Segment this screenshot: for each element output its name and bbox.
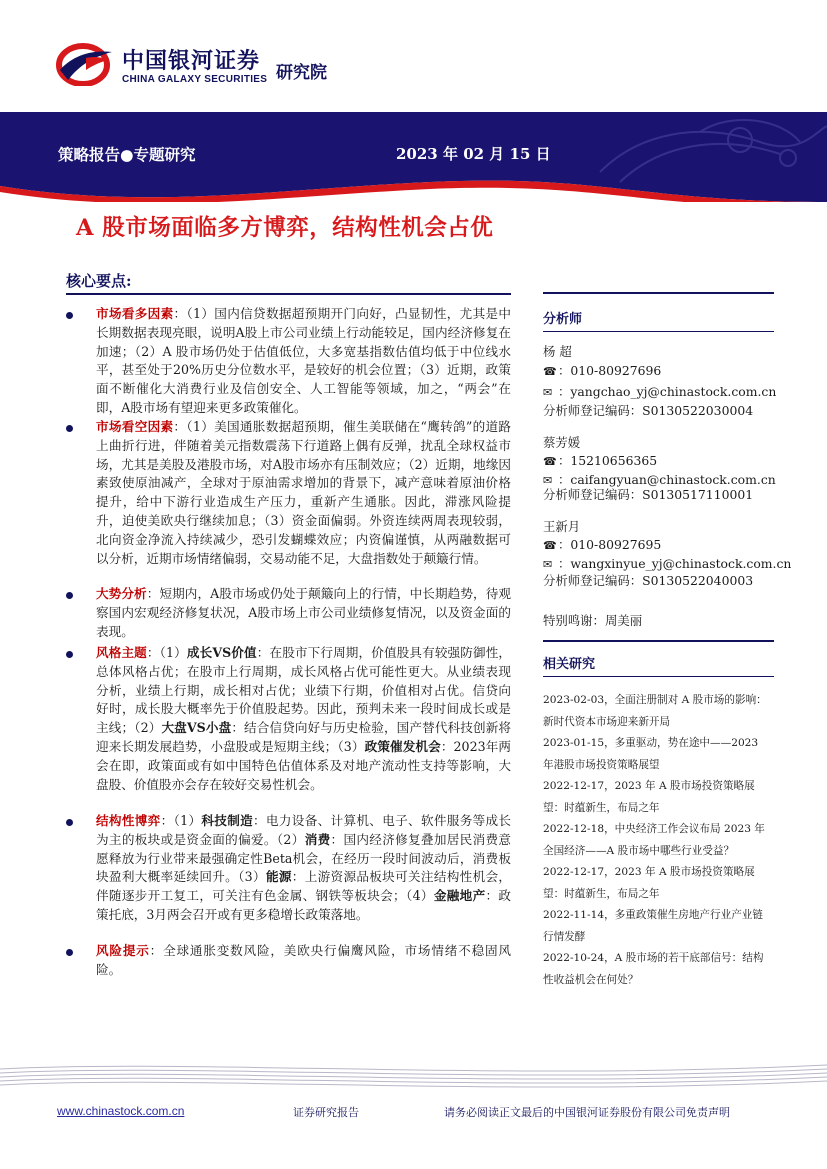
mail-icon: ✉	[543, 474, 553, 487]
analyst-name: 蔡芳媛	[543, 435, 581, 450]
related-item[interactable]: 2022-12-17，2023 年 A 股市场投资策略展望：时蕴新生，布局之年	[543, 866, 755, 900]
divider	[543, 331, 774, 332]
bullet-trend-analysis	[66, 585, 511, 641]
footer-wave-decoration	[0, 1055, 827, 1105]
analyst-phone-value: 010-80927695	[570, 537, 662, 552]
bullet-heading: 风格主题	[96, 645, 147, 660]
phone-icon: ☎	[543, 455, 557, 468]
analyst-email	[543, 383, 776, 403]
bullet-text: （1）	[159, 645, 187, 660]
related-research-heading: 相关研究	[543, 657, 596, 672]
analyst-name: 王新月	[543, 519, 581, 534]
bullet-sep: ：	[146, 645, 160, 660]
analyst-reg-code: 分析师登记编码：S0130522040003	[543, 573, 754, 588]
analyst-reg-code: 分析师登记编码：S0130522030004	[543, 403, 754, 418]
bullet-keyword: 能源	[265, 869, 292, 885]
bullet-text: ：政策托底，3月两会召开或有更多稳增长政策落地。	[96, 888, 512, 922]
bullet-market-bearish	[66, 418, 511, 568]
bullet-heading: 市场看空因素	[96, 419, 174, 434]
separator: ：	[558, 363, 571, 378]
bullet-sep: ：	[146, 586, 160, 601]
divider	[66, 293, 511, 295]
bullet-style-theme	[66, 644, 511, 794]
analyst-phone	[543, 452, 657, 472]
report-type-label: 策略报告●专题研究	[58, 145, 196, 164]
analyst-phone	[543, 362, 661, 382]
analyst-reg-code: 分析师登记编码：S0130517110001	[543, 487, 754, 502]
bullet-body: （1）国内信贷数据超预期开门向好，凸显韧性，尤其是中长期数据表现亮眼，说明A股上市公司业绩上行动能较足，国内经济修复在加速；（2）A 股市场仍处于估值低位，大多宽基指数估值均低于中位线水平，甚至处于20%历史分位数水平，是较好的机会位置；（3）近期，政策面不断催化大消费行业及信创安全、人工智能等领域，加之，“两会”在即，A股市场有望迎来更多政策催化。	[96, 306, 512, 415]
bullet-text: （1）	[173, 813, 202, 828]
divider	[543, 676, 774, 677]
bullet-heading: 大势分析	[96, 586, 147, 601]
bullet-risk-warning	[66, 942, 511, 980]
bullet-dot-icon	[66, 312, 73, 319]
related-item[interactable]: 2022-12-17，2023 年 A 股市场投资策略展望：时蕴新生，布局之年	[543, 780, 755, 814]
analyst-phone-value: 15210656365	[570, 453, 658, 468]
brand-name-en: CHINA GALAXY SECURITIES	[122, 74, 268, 85]
analyst-email-value[interactable]: caifangyuan@chinastock.com.cn	[570, 472, 776, 487]
bullet-sep: ：	[160, 813, 174, 828]
bullet-keyword: 成长VS价值	[186, 645, 257, 660]
related-item[interactable]: 2022-10-24，A 股市场的若干底部信号：结构性收益机会在何处？	[543, 952, 764, 986]
analyst-phone-value: 010-80927696	[570, 363, 662, 378]
bullet-heading: 风险提示	[96, 943, 150, 958]
brand-name-cn: 中国银河证券	[122, 49, 261, 74]
bullet-keyword: 大盘VS小盘	[161, 720, 232, 736]
related-item[interactable]: 2023-02-03，全面注册制对 A 股市场的影响：新时代资本市场迎来新开局	[543, 694, 767, 728]
bullet-text: ：在股市下行周期，价值股具有较强防御性，总体风格占优；在股市上行周期，成长风格占优可能性更大。从业绩表现分析，业绩上行期，成长相对占优；业绩下行期，价值相对占优。信贷向好时，成长股大概率先于价值股起势。因此，预判未来一段时间成长或是主线；（2）	[96, 645, 511, 736]
separator: ：	[558, 472, 571, 487]
bullet-body: 全球通胀变数风险，美欧央行偏鹰风险，市场情绪不稳固风险。	[96, 943, 512, 977]
bullet-structural-game	[66, 812, 511, 925]
bullet-heading: 市场看多因素	[96, 306, 174, 321]
related-item[interactable]: 2023-01-15，多重驱动，势在途中——2023 年港股市场投资策略展望	[543, 737, 759, 771]
bullet-dot-icon	[66, 819, 73, 826]
bullet-text: ：国内经济修复叠加居民消费意愿释放为行业带来最强确定性Beta机会，在经历一段时间波动后，消费板块盈利大概率延续回升。（3）	[96, 831, 512, 885]
galaxy-logo-icon	[56, 40, 114, 86]
mail-icon: ✉	[543, 558, 553, 571]
phone-icon: ☎	[543, 365, 557, 378]
bullet-body: 短期内，A股市场或仍处于颠簸向上的行情，中长期趋势，待观察国内宏观经济修复状况，A股市场上市公司业绩修复情况，以及资金面的表现。	[96, 586, 512, 639]
analyst-email-value[interactable]: wangxinyue_yj@chinastock.com.cn	[570, 556, 792, 571]
analyst-name: 杨 超	[543, 344, 572, 359]
footer-website-link[interactable]: www.chinastock.com.cn	[57, 1104, 185, 1118]
bullet-text: ：结合信贷向好与历史检验，国产替代科技创新将迎来长期发展趋势，小盘股或是短期主线；（3）	[96, 720, 511, 754]
institute-name: 研究院	[276, 63, 327, 83]
report-date: 2023 年 02 月 15 日	[396, 145, 551, 163]
divider	[543, 640, 774, 642]
bullet-text: ：电力设备、计算机、电子、软件服务等成长为主的板块或是资金面的偏爱。（2）	[96, 813, 512, 847]
footer-report-type: 证券研究报告	[293, 1106, 359, 1119]
separator: ：	[558, 537, 571, 552]
related-item[interactable]: 2022-11-14，多重政策催生房地产行业产业链行情发酵	[543, 909, 763, 943]
separator: ：	[558, 556, 571, 571]
bullet-dot-icon	[66, 949, 73, 956]
bullet-sep: ：	[149, 943, 164, 958]
bullet-text: ：上游资源品板块可关注结构性机会，伴随逐步开工复工，可关注有色金属、钢铁等板块会；（4）	[96, 869, 512, 904]
mail-icon: ✉	[543, 386, 553, 399]
phone-icon: ☎	[543, 539, 557, 552]
bullet-market-bullish	[66, 305, 511, 418]
special-thanks: 特别鸣谢：周美丽	[543, 613, 643, 628]
core-points-heading: 核心要点:	[66, 272, 132, 290]
bullet-dot-icon	[66, 651, 73, 658]
bullet-dot-icon	[66, 425, 73, 432]
analyst-phone	[543, 536, 661, 556]
report-title: A 股市场面临多方博弈，结构性机会占优	[76, 215, 494, 241]
bullet-text: ：2023年两会在即，政策面或有如中国特色估值体系及对地产流动性支持等影响，大盘股、价值股亦会存在较好交易性机会。	[96, 738, 512, 792]
footer-disclaimer: 请务必阅读正文最后的中国银河证券股份有限公司免责声明	[444, 1106, 730, 1119]
analyst-heading: 分析师	[543, 312, 583, 327]
analyst-email-value[interactable]: yangchao_yj@chinastock.com.cn	[570, 384, 777, 399]
divider	[543, 292, 774, 294]
bullet-keyword: 政策催发机会	[364, 738, 441, 754]
related-item[interactable]: 2022-12-18，中央经济工作会议布局 2023 年全国经济——A 股市场中哪些行业受益？	[543, 823, 765, 857]
bullet-sep: ：	[173, 419, 187, 434]
separator: ：	[558, 384, 571, 399]
bullet-heading: 结构性博弈	[96, 813, 161, 828]
bullet-sep: ：	[173, 306, 187, 321]
bullet-keyword: 金融地产	[433, 888, 486, 904]
separator: ：	[558, 453, 571, 468]
bullet-body: （1）美国通胀数据超预期，催生美联储在“鹰转鸽”的道路上曲折行进，伴随着美元指数震荡下行道路上偶有反弹，扰乱全球权益市场，尤其是美股及港股市场，对A股市场亦有压制效应；（2）近期，地缘因素致使原油减产，全球对于原油需求增加的背景下，减产意味着原油价格提升，给中下游行业造成生产压力，重新产生通胀。因此，滞涨风险提升，迫使美欧央行继续加息；（3）资金面偏弱。外资连续两周表现较弱，北向资金净流入持续减少，恐引发蝴蝶效应；内资偏谨慎，从两融数据可以分析，近期市场情绪偏弱，交易动能不足，大盘指数处于颠簸行情。	[96, 419, 512, 566]
bullet-keyword: 消费	[304, 831, 331, 847]
bullet-keyword: 科技制造	[201, 813, 254, 828]
bullet-dot-icon	[66, 592, 73, 599]
